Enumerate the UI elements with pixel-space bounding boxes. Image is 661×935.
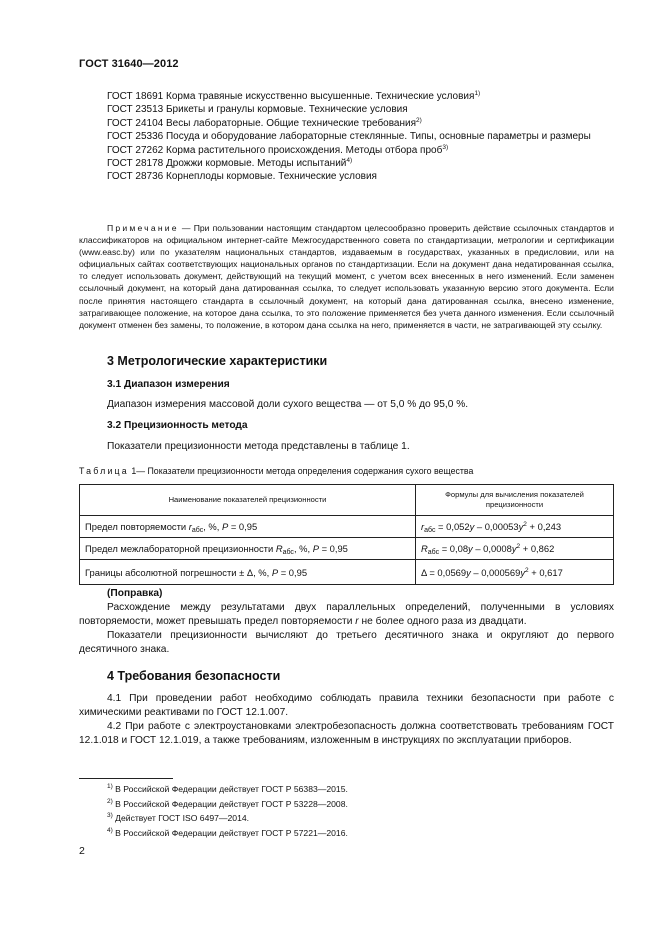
section-3-heading: 3 Метрологические характеристики [107,354,328,368]
precision-table [79,484,614,585]
footnote-item: $^{2)}$ В Российской Федерации действует ГОСТ Р 53228—2008. [107,797,348,809]
subsection-3-2-text: Показатели прецизионности метода представлены в таблице 1. [107,441,410,452]
reference-item: ГОСТ 25336 Посуда и оборудование лабораторные стеклянные. Типы, основные параметры и размеры [107,131,591,143]
footnote-item: $^{3)}$ Действует ГОСТ ISO 6497—2014. [107,812,250,824]
document-code-header: ГОСТ 31640—2012 [79,58,179,70]
table-cell-formula: $r_{абс} = 0,052y - 0,00053y^2 + 0,243$ [416,516,614,538]
footnotes-list [107,782,607,840]
reference-item: ГОСТ 23513 Брикеты и гранулы кормовые. Технические условия [107,104,408,116]
footnote-item: $^{4)}$ В Российской Федерации действует ГОСТ Р 57221—2016. [107,826,348,838]
reference-item: ГОСТ 27262 Корма растительного происхождения. Методы отбора проб$^{3)}$ [107,143,449,156]
reference-item: ГОСТ 28178 Дрожжи кормовые. Методы испытаний$^{4)}$ [107,157,353,170]
correction-paragraph: Расхождение между результатами двух параллельных определений, полученными в условиях повторяемости, может превышать предел повторяемости r не более одного раза из двадцати. [79,602,614,627]
section-4-paragraph: 4.1 При проведении работ необходимо соблюдать правила техники безопасности при работе с химическими реактивами по ГОСТ 12.1.007. [79,693,614,718]
correction-paragraph: Показатели прецизионности вычисляют до третьего десятичного знака и округляют до первого десятичного знака. [79,630,614,655]
table-cell-formula: $\Delta = 0,0569y - 0,000569y^2 + 0,617$ [416,560,614,585]
table-cell-name: Предел повторяемости $r_{абс}$, %, P = 0,95 [80,516,416,538]
reference-item: ГОСТ 28736 Корнеплоды кормовые. Технические условия [107,171,377,183]
correction-title: (Поправка) [107,588,163,599]
table-header-cell: Наименование показателей прецизионности [80,485,416,516]
correction-block [79,587,614,657]
table-caption: Таблица 1— Показатели прецизионности метода определения содержания сухого вещества [79,466,474,476]
footnote-divider [79,778,173,779]
note-label: Примечание [107,223,179,233]
reference-item: ГОСТ 18691 Корма травяные искусственно высушенные. Технические условия$^{1)}$ [107,90,481,102]
table-cell-name: Границы абсолютной погрешности ± Δ, %, P = 0,95 [80,560,416,585]
section-4-heading: 4 Требования безопасности [107,669,281,683]
table-row [80,560,614,585]
table-header-row [80,485,614,516]
table-cell-formula: $R_{абс} = 0,08y - 0,0008y^2 + 0,862$ [416,538,614,560]
table-row [80,538,614,560]
table-header-cell: Формулы для вычисления показателей прецизионности [416,485,614,516]
page-number: 2 [79,845,85,857]
table-cell-name: Предел межлабораторной прецизионности $R_{абс}$, %, P = 0,95 [80,538,416,560]
subsection-3-1-text: Диапазон измерения массовой доли сухого вещества — от 5,0 % до 95,0 %. [107,399,469,410]
normative-references-list [79,90,614,184]
references-note [79,222,614,331]
subsection-3-2-heading: 3.2 Прецизионность метода [107,420,248,431]
note-text: — При пользовании настоящим стандартом целесообразно проверить действие ссылочных стандартов и классификаторов на официальном интернет-сайте Межгосударственного совета по стандартизации, метрологии и сертификации (www.easc.by) или по указателям национальных стандартов, издаваемым в государствах, указанных в предисловии, или на официальных сайтах соответствующих национальных органов по стандартизации. Если на документ дана недатированная ссылка, то следует использовать документ, действующий на текущий момент, с учетом всех внесенных в него изменений. Если заменен ссылочный документ, на который дана датированная ссылка, то следует использовать указанную версию этого документа. Если после принятия настоящего стандарта в ссылочный документ, на который дана датированная ссылка, внесено изменение, затрагивающее положение, на которое дана ссылка, то это положение применяется без учета данного изменения. Если ссылочный документ отменен без замены, то положение, в котором дана ссылка на него, применяется в части, не затрагивающей эту ссылку. [79,223,614,330]
subsection-3-1-heading: 3.1 Диапазон измерения [107,379,230,390]
table-row [80,516,614,538]
section-4-paragraph: 4.2 При работе с электроустановками электробезопасность должна соответствовать требованиям ГОСТ 12.1.018 и ГОСТ 12.1.019, а также требованиям, изложенным в инструкциях по эксплуатации приборов. [79,721,614,746]
reference-item: ГОСТ 24104 Весы лабораторные. Общие технические требования$^{2)}$ [107,116,422,129]
footnote-item: $^{1)}$ В Российской Федерации действует ГОСТ Р 56383—2015. [107,783,348,794]
